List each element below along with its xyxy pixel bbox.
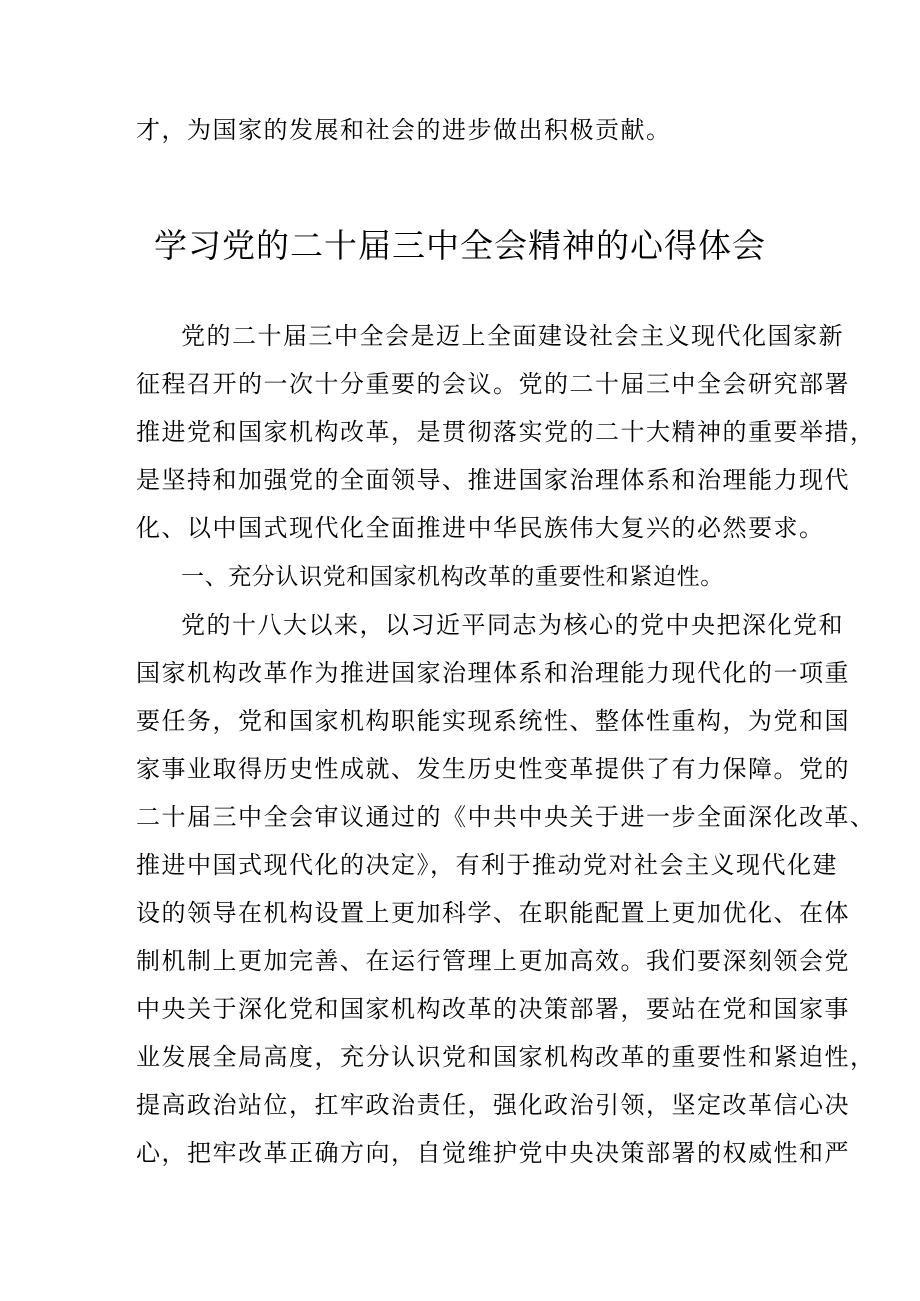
paragraph-line: 中央关于深化党和国家机构改革的决策部署，要站在党和国家事 [136,995,850,1023]
paragraph-line: 设的领导在机构设置上更加科学、在职能配置上更加优化、在体 [136,899,850,927]
paragraph-line: 制机制上更加完善、在运行管理上更加高效。我们要深刻领会党 [136,947,850,975]
paragraph-line: 是坚持和加强党的全面领导、推进国家治理体系和治理能力现代 [136,466,850,494]
paragraph-line: 党的十八大以来，以习近平同志为核心的党中央把深化党和 [181,611,844,639]
paragraph-line: 征程召开的一次十分重要的会议。党的二十届三中全会研究部署 [136,370,850,398]
paragraph-line: 心，把牢改革正确方向，自觉维护党中央决策部署的权威性和严 [136,1139,850,1167]
paragraph-line: 国家机构改革作为推进国家治理体系和治理能力现代化的一项重 [136,659,850,687]
paragraph-line: 党的二十届三中全会是迈上全面建设社会主义现代化国家新 [181,322,844,350]
paragraph-line: 二十届三中全会审议通过的《中共中央关于进一步全面深化改革、 [136,803,876,831]
paragraph-line: 推进中国式现代化的决定》，有利于推动党对社会主义现代化建 [136,851,838,879]
section-heading: 一、充分认识党和国家机构改革的重要性和紧迫性。 [181,564,724,590]
paragraph-line: 业发展全局高度，充分认识党和国家机构改革的重要性和紧迫性， [136,1043,876,1071]
paragraph-line: 家事业取得历史性成就、发生历史性变革提供了有力保障。党的 [136,755,850,783]
paragraph-line: 才，为国家的发展和社会的进步做出积极贡献。 [136,116,672,144]
document-title: 学习党的二十届三中全会精神的心得体会 [154,226,766,265]
paragraph-line: 提高政治站位，扛牢政治责任，强化政治引领，坚定改革信心决 [136,1091,850,1119]
paragraph-line: 化、以中国式现代化全面推进中华民族伟大复兴的必然要求。 [136,514,825,542]
paragraph-line: 推进党和国家机构改革，是贯彻落实党的二十大精神的重要举措， [136,418,876,446]
paragraph-line: 要任务，党和国家机构职能实现系统性、整体性重构，为党和国 [136,707,850,735]
